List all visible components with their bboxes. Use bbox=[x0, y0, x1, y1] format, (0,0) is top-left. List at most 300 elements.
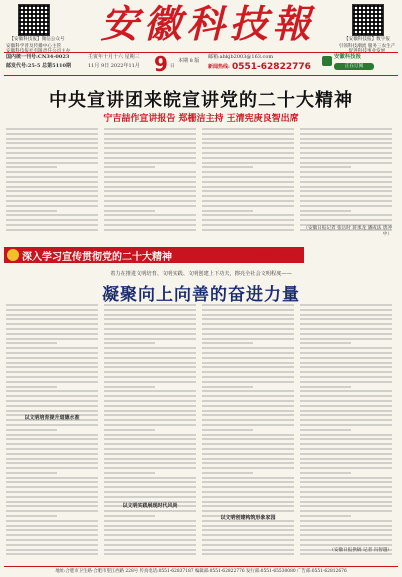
body-text-line bbox=[300, 390, 392, 392]
masthead: 安徽科技報 bbox=[100, 1, 316, 46]
body-text-line bbox=[6, 142, 98, 144]
body-text-line bbox=[104, 390, 196, 392]
body-text-line bbox=[202, 486, 294, 488]
body-text-line bbox=[6, 376, 98, 378]
body-text-line bbox=[104, 138, 196, 140]
feature-column-2 bbox=[104, 304, 196, 562]
body-text-line bbox=[104, 481, 196, 483]
body-text-line bbox=[300, 371, 392, 373]
lead-byline: （安徽日报记者 张岳时 蒋承龙 潘成法 唐冲中） bbox=[303, 226, 392, 237]
body-text-line bbox=[300, 481, 392, 483]
body-text-line bbox=[300, 486, 392, 488]
body-text-line bbox=[202, 357, 294, 359]
body-text-line bbox=[300, 152, 392, 154]
lead-headline: 中央宣讲团来皖宣讲党的二十大精神 bbox=[49, 90, 353, 111]
body-text-line bbox=[202, 328, 294, 330]
body-text-line bbox=[300, 539, 392, 541]
body-text-line bbox=[300, 162, 392, 164]
body-text-line bbox=[300, 133, 392, 135]
body-text-line bbox=[6, 515, 57, 517]
body-text-line bbox=[6, 352, 98, 354]
wechat-qr-icon bbox=[18, 4, 50, 36]
body-text-line bbox=[6, 190, 98, 192]
body-text-line bbox=[202, 142, 294, 144]
body-text-line bbox=[104, 414, 196, 416]
body-text-line bbox=[202, 462, 294, 464]
body-text-line bbox=[104, 520, 196, 522]
body-text-line bbox=[202, 544, 294, 546]
body-text-line bbox=[300, 338, 392, 340]
body-text-line bbox=[6, 138, 98, 140]
body-text-line bbox=[202, 314, 294, 316]
body-text-line bbox=[104, 314, 196, 316]
body-text-line bbox=[104, 342, 155, 344]
body-text-line bbox=[104, 176, 196, 178]
body-text-line bbox=[104, 462, 196, 464]
body-text-line bbox=[6, 400, 98, 402]
body-text-line bbox=[300, 171, 392, 173]
body-text-line bbox=[202, 371, 294, 373]
body-text-line bbox=[202, 529, 294, 531]
body-text-line bbox=[300, 525, 392, 527]
body-text-line bbox=[104, 448, 196, 450]
body-text-line bbox=[202, 229, 294, 231]
body-text-line bbox=[6, 333, 98, 335]
body-text-line bbox=[202, 200, 294, 202]
body-text-line bbox=[6, 338, 98, 340]
app-logo-icon bbox=[322, 56, 332, 66]
body-text-line bbox=[300, 318, 392, 320]
lead-column-2 bbox=[104, 128, 196, 236]
body-text-line bbox=[6, 181, 98, 183]
solar-date: 11月 9日 2022年11月 bbox=[88, 63, 140, 69]
body-text-line bbox=[300, 186, 392, 188]
body-text-line bbox=[6, 152, 98, 154]
body-text-line bbox=[300, 219, 392, 221]
body-text-line bbox=[300, 366, 392, 368]
body-text-line bbox=[300, 505, 392, 507]
body-text-line bbox=[202, 309, 294, 311]
body-text-line bbox=[300, 501, 392, 503]
body-text-line bbox=[6, 323, 98, 325]
body-text-line bbox=[6, 362, 98, 364]
body-text-line bbox=[104, 333, 196, 335]
feature-source: （安徽日报供稿 记者 冯智越） bbox=[329, 548, 392, 553]
body-text-line bbox=[6, 214, 98, 216]
body-text-line bbox=[300, 472, 351, 474]
app-label: 安徽科技报 bbox=[334, 54, 361, 60]
body-text-line bbox=[104, 186, 196, 188]
body-text-line bbox=[300, 142, 392, 144]
body-text-line bbox=[300, 381, 392, 383]
body-text-line bbox=[202, 166, 253, 168]
body-text-line bbox=[202, 481, 294, 483]
body-text-line bbox=[104, 166, 155, 168]
body-text-line bbox=[300, 458, 392, 460]
day-number: 9 bbox=[154, 52, 168, 76]
body-text-line bbox=[202, 181, 294, 183]
body-text-line bbox=[300, 515, 351, 517]
body-text-line bbox=[6, 462, 98, 464]
body-text-line bbox=[6, 410, 98, 412]
body-text-line bbox=[6, 553, 98, 555]
body-text-line bbox=[202, 128, 294, 130]
body-text-line bbox=[104, 438, 196, 440]
body-text-line bbox=[6, 481, 98, 483]
body-text-line bbox=[6, 467, 98, 469]
body-text-line bbox=[300, 386, 351, 388]
body-text-line bbox=[104, 491, 196, 493]
body-text-line bbox=[104, 534, 196, 536]
body-text-line bbox=[6, 357, 98, 359]
section-banner bbox=[4, 245, 398, 267]
body-text-line bbox=[202, 176, 294, 178]
body-text-line bbox=[104, 229, 196, 231]
body-text-line bbox=[202, 138, 294, 140]
left-caption-1: 安徽科学普及传播中心主管 bbox=[6, 44, 62, 49]
body-text-line bbox=[202, 424, 294, 426]
body-text-line bbox=[202, 171, 294, 173]
body-text-line bbox=[104, 362, 196, 364]
body-text-line bbox=[6, 472, 57, 474]
body-text-line bbox=[300, 414, 392, 416]
body-text-line bbox=[202, 224, 294, 226]
body-text-line bbox=[104, 210, 155, 212]
body-text-line bbox=[104, 434, 196, 436]
body-text-line bbox=[104, 410, 196, 412]
hotline-label: 新闻热线: bbox=[208, 64, 230, 70]
body-text-line bbox=[202, 318, 294, 320]
body-text-line bbox=[6, 224, 98, 226]
subscribe-label: 正在订阅 bbox=[344, 64, 364, 69]
body-text-line bbox=[6, 371, 98, 373]
body-text-line bbox=[104, 309, 196, 311]
body-text-line bbox=[104, 443, 196, 445]
body-text-line bbox=[300, 491, 392, 493]
body-text-line bbox=[300, 477, 392, 479]
body-text-line bbox=[6, 347, 98, 349]
body-text-line bbox=[6, 496, 98, 498]
body-text-line bbox=[104, 510, 196, 512]
body-text-line bbox=[6, 534, 98, 536]
body-text-line bbox=[6, 424, 98, 426]
body-text-line bbox=[300, 147, 392, 149]
body-text-line bbox=[202, 186, 294, 188]
body-text-line bbox=[300, 166, 351, 168]
body-text-line bbox=[104, 395, 196, 397]
body-text-line bbox=[6, 219, 98, 221]
lead-body bbox=[6, 128, 394, 236]
lead-subheadline: 宁吉喆作宣讲报告 郑栅洁主持 王清宪庚良智出席 bbox=[103, 114, 299, 124]
lunar-date: 壬寅年十月十六 星期三 bbox=[88, 54, 140, 60]
body-text-line bbox=[300, 357, 392, 359]
body-text-line bbox=[104, 515, 155, 517]
body-text-line bbox=[300, 496, 392, 498]
body-text-line bbox=[300, 128, 392, 130]
body-text-line bbox=[6, 210, 57, 212]
digital-edition-qr-icon bbox=[352, 4, 384, 36]
edition-count: 本期 8 版 bbox=[178, 58, 200, 64]
body-text-line bbox=[104, 157, 196, 159]
body-text-line bbox=[202, 347, 294, 349]
body-text-line bbox=[6, 176, 98, 178]
body-text-line bbox=[300, 419, 392, 421]
body-text-line bbox=[300, 138, 392, 140]
body-text-line bbox=[6, 381, 98, 383]
body-text-line bbox=[6, 525, 98, 527]
body-text-line bbox=[300, 429, 351, 431]
body-text-line bbox=[300, 434, 392, 436]
body-text-line bbox=[202, 525, 294, 527]
body-text-line bbox=[104, 190, 196, 192]
body-text-line bbox=[6, 443, 98, 445]
body-text-line bbox=[6, 328, 98, 330]
feature-headline: 凝聚向上向善的奋进力量 bbox=[102, 285, 300, 305]
body-text-line bbox=[104, 162, 196, 164]
body-text-line bbox=[6, 434, 98, 436]
body-text-line bbox=[104, 352, 196, 354]
body-text-line bbox=[300, 210, 351, 212]
body-text-line bbox=[104, 152, 196, 154]
body-text-line bbox=[202, 190, 294, 192]
feature-section-3: 以文明创建构筑形象家园 bbox=[220, 515, 276, 521]
body-text-line bbox=[300, 443, 392, 445]
body-text-line bbox=[104, 219, 196, 221]
body-text-line bbox=[6, 157, 98, 159]
body-text-line bbox=[6, 501, 98, 503]
body-text-line bbox=[6, 486, 98, 488]
body-text-line bbox=[6, 510, 98, 512]
body-text-line bbox=[202, 219, 294, 221]
body-text-line bbox=[300, 304, 392, 306]
body-text-line bbox=[6, 386, 57, 388]
body-text-line bbox=[104, 304, 196, 306]
body-text-line bbox=[6, 395, 98, 397]
body-text-line bbox=[202, 534, 294, 536]
body-text-line bbox=[300, 314, 392, 316]
body-text-line bbox=[6, 205, 98, 207]
body-text-line bbox=[6, 458, 98, 460]
body-text-line bbox=[6, 366, 98, 368]
body-text-line bbox=[202, 410, 294, 412]
body-text-line bbox=[202, 214, 294, 216]
day-unit: 日 bbox=[170, 64, 175, 69]
body-text-line bbox=[202, 133, 294, 135]
body-text-line bbox=[6, 171, 98, 173]
body-text-line bbox=[6, 128, 98, 130]
body-text-line bbox=[104, 133, 196, 135]
footer-bar: 地址:合肥市卫生路·合肥市望江西路 228号 传真电话:0551-62837187 编辑部:0551-62822776 发行部:0551-65530080 广告部:0551-62812676 bbox=[4, 566, 398, 577]
body-text-line bbox=[300, 214, 392, 216]
body-text-line bbox=[202, 553, 294, 555]
body-text-line bbox=[104, 386, 155, 388]
lead-column-3 bbox=[202, 128, 294, 236]
body-text-line bbox=[6, 539, 98, 541]
body-text-line bbox=[6, 166, 57, 168]
body-text-line bbox=[202, 395, 294, 397]
body-text-line bbox=[300, 448, 392, 450]
body-text-line bbox=[6, 405, 98, 407]
hotline-number: 0551-62822776 bbox=[232, 62, 311, 72]
lead-column-4 bbox=[300, 128, 392, 236]
body-text-line bbox=[104, 200, 196, 202]
email: 邮箱:ahkjb2003@163.com bbox=[208, 54, 274, 60]
body-text-line bbox=[202, 333, 294, 335]
body-text-line bbox=[104, 376, 196, 378]
body-text-line bbox=[104, 467, 196, 469]
body-text-line bbox=[6, 549, 98, 551]
body-text-line bbox=[300, 534, 392, 536]
body-text-line bbox=[202, 501, 294, 503]
body-text-line bbox=[104, 328, 196, 330]
body-text-line bbox=[202, 362, 294, 364]
body-text-line bbox=[104, 357, 196, 359]
body-text-line bbox=[300, 205, 392, 207]
body-text-line bbox=[104, 529, 196, 531]
body-text-line bbox=[202, 496, 294, 498]
body-text-line bbox=[6, 318, 98, 320]
body-text-line bbox=[202, 381, 294, 383]
body-text-line bbox=[6, 477, 98, 479]
body-text-line bbox=[202, 366, 294, 368]
body-text-line bbox=[300, 544, 392, 546]
body-text-line bbox=[202, 510, 294, 512]
body-text-line bbox=[202, 210, 253, 212]
body-text-line bbox=[300, 181, 392, 183]
body-text-line bbox=[104, 400, 196, 402]
body-text-line bbox=[6, 162, 98, 164]
body-text-line bbox=[300, 176, 392, 178]
body-text-line bbox=[300, 333, 392, 335]
body-text-line bbox=[202, 400, 294, 402]
body-text-line bbox=[104, 424, 196, 426]
body-text-line bbox=[202, 342, 253, 344]
feature-kicker: 着力在推进文明培育、文明实践、文明创建上下功夫，擦亮全社会文明程度—— bbox=[110, 271, 292, 277]
body-text-line bbox=[104, 128, 196, 130]
body-text-line bbox=[300, 376, 392, 378]
body-text-line bbox=[202, 443, 294, 445]
body-text-line bbox=[300, 510, 392, 512]
body-text-line bbox=[202, 453, 294, 455]
body-text-line bbox=[104, 381, 196, 383]
body-text-line bbox=[104, 496, 196, 498]
body-text-line bbox=[6, 453, 98, 455]
feature-column-4 bbox=[300, 304, 392, 562]
body-text-line bbox=[300, 453, 392, 455]
body-text-line bbox=[104, 539, 196, 541]
body-text-line bbox=[6, 195, 98, 197]
body-text-line bbox=[6, 147, 98, 149]
body-text-line bbox=[104, 181, 196, 183]
feature-column-1 bbox=[6, 304, 98, 562]
body-text-line bbox=[202, 472, 253, 474]
body-text-line bbox=[104, 429, 155, 431]
body-text-line bbox=[202, 477, 294, 479]
body-text-line bbox=[104, 453, 196, 455]
body-text-line bbox=[202, 195, 294, 197]
body-text-line bbox=[104, 553, 196, 555]
body-text-line bbox=[6, 505, 98, 507]
body-text-line bbox=[104, 371, 196, 373]
lead-column-1 bbox=[6, 128, 98, 236]
body-text-line bbox=[6, 229, 98, 231]
body-text-line bbox=[6, 448, 98, 450]
body-text-line bbox=[202, 405, 294, 407]
feature-column-3 bbox=[202, 304, 294, 562]
body-text-line bbox=[104, 458, 196, 460]
body-text-line bbox=[202, 352, 294, 354]
body-text-line bbox=[202, 467, 294, 469]
body-text-line bbox=[202, 505, 294, 507]
body-text-line bbox=[300, 157, 392, 159]
body-text-line bbox=[104, 544, 196, 546]
body-text-line bbox=[6, 438, 98, 440]
body-text-line bbox=[6, 304, 98, 306]
body-text-line bbox=[202, 147, 294, 149]
body-text-line bbox=[6, 309, 98, 311]
feature-body bbox=[6, 304, 394, 562]
body-text-line bbox=[202, 205, 294, 207]
body-text-line bbox=[202, 304, 294, 306]
body-text-line bbox=[300, 190, 392, 192]
body-text-line bbox=[300, 200, 392, 202]
post-code: 邮发代号:25-5 总第5110期 bbox=[6, 63, 72, 69]
body-text-line bbox=[300, 362, 392, 364]
cn-number: 国内统一刊号:CN34-0023 bbox=[6, 54, 70, 60]
body-text-line bbox=[300, 323, 392, 325]
body-text-line bbox=[104, 549, 196, 551]
body-text-line bbox=[104, 323, 196, 325]
body-text-line bbox=[202, 162, 294, 164]
subscribe-button[interactable] bbox=[334, 63, 374, 70]
body-text-line bbox=[104, 195, 196, 197]
body-text-line bbox=[104, 525, 196, 527]
left-qr-caption: 【安徽科技报】微信公众号 bbox=[9, 37, 65, 42]
body-text-line bbox=[300, 352, 392, 354]
body-text-line bbox=[300, 400, 392, 402]
body-text-line bbox=[300, 328, 392, 330]
body-text-line bbox=[202, 438, 294, 440]
body-text-line bbox=[300, 529, 392, 531]
info-bar bbox=[4, 52, 398, 76]
right-caption-1: 引领科技潮流 服务三农生产 bbox=[338, 44, 396, 49]
body-text-line bbox=[6, 520, 98, 522]
body-text-line bbox=[202, 539, 294, 541]
body-text-line bbox=[104, 142, 196, 144]
body-text-line bbox=[6, 390, 98, 392]
body-text-line bbox=[104, 366, 196, 368]
body-text-line bbox=[300, 462, 392, 464]
body-text-line bbox=[300, 405, 392, 407]
body-text-line bbox=[104, 472, 155, 474]
body-text-line bbox=[104, 171, 196, 173]
body-text-line bbox=[104, 147, 196, 149]
body-text-line bbox=[202, 323, 294, 325]
body-text-line bbox=[6, 429, 57, 431]
body-text-line bbox=[202, 491, 294, 493]
body-text-line bbox=[104, 214, 196, 216]
right-qr-caption: 【安徽科技报】数字报 bbox=[344, 37, 390, 42]
left-caption-2: 安徽科技报社有限责任公司主办 bbox=[6, 49, 71, 54]
body-text-line bbox=[202, 434, 294, 436]
body-text-line bbox=[202, 414, 294, 416]
body-text-line bbox=[202, 152, 294, 154]
body-text-line bbox=[202, 429, 253, 431]
body-text-line bbox=[202, 386, 253, 388]
body-text-line bbox=[104, 486, 196, 488]
body-text-line bbox=[300, 410, 392, 412]
body-text-line bbox=[104, 224, 196, 226]
